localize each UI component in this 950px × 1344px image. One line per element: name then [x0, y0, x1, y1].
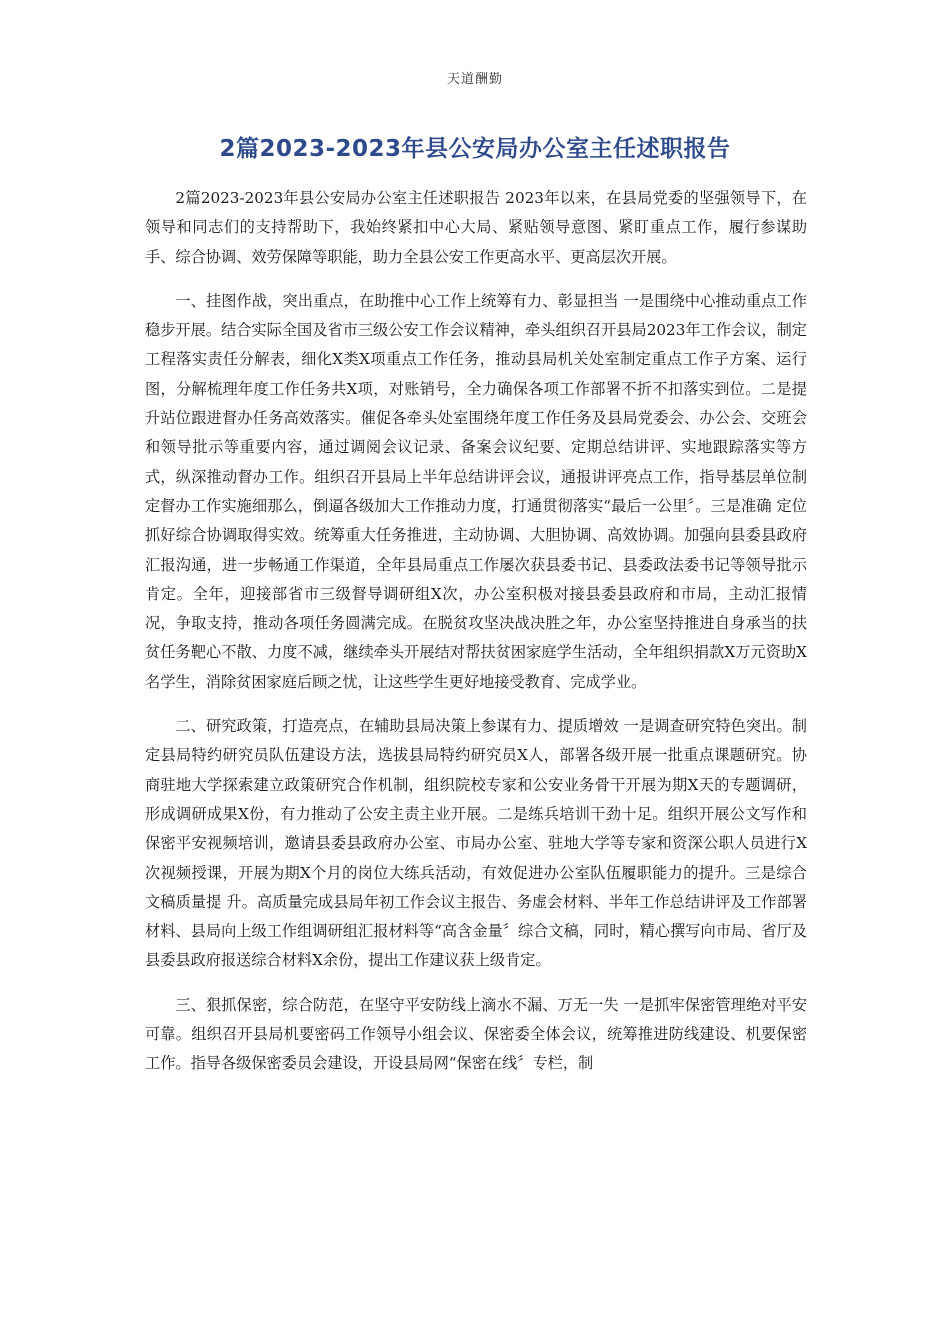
paragraph-section-3: 三、狠抓保密，综合防范，在坚守平安防线上滴水不漏、万无一失 一是抓牢保密管理绝对平安可靠。组织召开县局机要密码工作领导小组会议、保密委全体会议，统筹推进防线建设、机要保密工作。指导各级保密委员会建设，开设县局网“保密在线〞专栏，制 [145, 995, 807, 1073]
paragraph-section-2: 二、研究政策，打造亮点，在辅助县局决策上参谋有力、提质增效 一是调查研究特色突出。制定县局特约研究员队伍建设方法，选拔县局特约研究员X人，部署各级开展一批重点课题研究。协商驻地大学探索建立政策研究合作机制，组织院校专家和公安业务骨干开展为期X天的专题调研，形成调研成果X份，有力推动了公安主责主业开展。二是练兵培训干劲十足。组织开展公文写作和保密平安视频培训，邀请县委县政府办公室、市局办公室、驻地大学等专家和资深公职人员进行X次视频授课，开展为期X个月的岗位大练兵活动，有效促进办公室队伍履职能力的提升。三是综合文稿质量提 升。高质量完成县局年初工作会议主报告、务虚会材料、半年工作总结讲评及工作部署材料、县局向上级工作组调研组汇报材料等“高含金量〞综合文稿，同时，精心撰写向市局、省厅及县委县政府报送综合材料X余份，提出工作建议获上级肯定。 [145, 717, 807, 970]
paragraph-intro: 2篇2023-2023年县公安局办公室主任述职报告 2023年以来，在县局党委的坚强领导下，在领导和同志们的支持帮助下，我始终紧扣中心大局、紧贴领导意图、紧盯重点工作，履行参谋助手、综合协调、效劳保障等职能，助力全县公安工作更高水平、更高层次开展。 [145, 189, 807, 266]
page-header: 天道酬勤 [446, 72, 503, 87]
document-body [145, 184, 807, 1094]
paragraph-section-1: 一、挂图作战，突出重点，在助推中心工作上统筹有力、彰显担当 一是围绕中心推动重点工作稳步开展。结合实际全国及省市三级公安工作会议精神，牵头组织召开县局2023年工作会议，制定工程落实责任分解表，细化X类X项重点工作任务，推动县局机关处室制定重点工作子方案、运行图，分解梳理年度工作任务共X项，对账销号，全力确保各项工作部署不折不扣落实到位。二是提升站位跟进督办任务高效落实。催促各牵头处室围绕年度工作任务及县局党委会、办公会、交班会和领导批示等重要内容，通过调阅会议记录、备案会议纪要、定期总结讲评、实地跟踪落实等方式，纵深推动督办工作。组织召开县局上半年总结讲评会议，通报讲评亮点工作，指导基层单位制定督办工作实施细那么，倒逼各级加大工作推动力度，打通贯彻落实“最后一公里〞。三是准确 定位抓好综合协调取得实效。统筹重大任务推进，主动协调、大胆协调、高效协调。加强向县委县政府汇报沟通，进一步畅通工作渠道，全年县局重点工作屡次获县委书记、县委政法委书记等领导批示肯定。全年，迎接部省市三级督导调研组X次，办公室积极对接县委县政府和市局，主动汇报情况，争取支持，推动各项任务圆满完成。在脱贫攻坚决战决胜之年，办公室坚持推进自身承当的扶贫任务靶心不散、力度不减，继续牵头开展结对帮扶贫困家庭学生活动，全年组织捐款X万元资助X名学生，消除贫困家庭后顾之忧，让这些学生更好地接受教育、完成学业。 [145, 291, 807, 691]
document-title: 2篇2023-2023年县公安局办公室主任述职报告 [219, 136, 731, 162]
